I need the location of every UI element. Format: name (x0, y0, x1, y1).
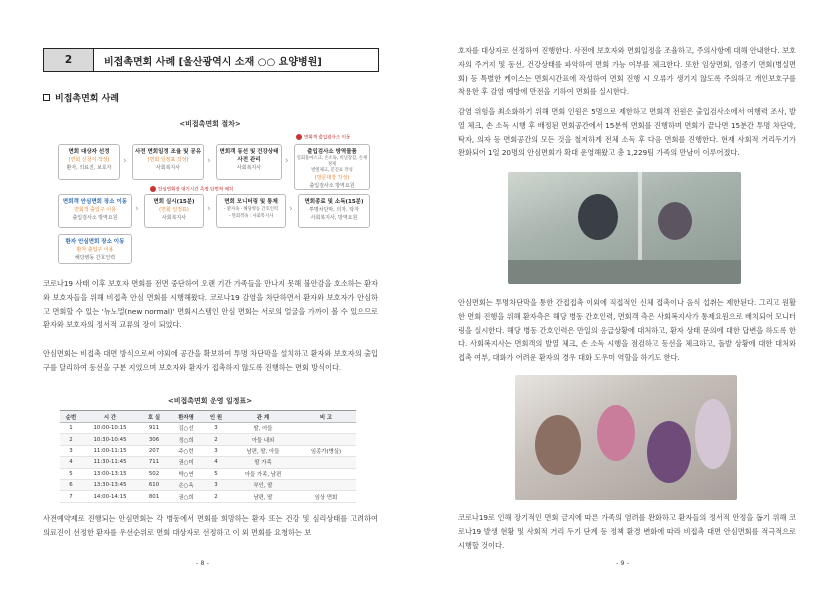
table-cell: 10:30-10:45 (82, 434, 138, 445)
table-cell (296, 479, 356, 490)
table-cell: 4 (202, 457, 230, 468)
flow-box-note: 투명차단막, 의자, 탁자 (309, 207, 359, 213)
table-cell: 911 (138, 423, 170, 434)
flow-box-line: 발열체크, 문진표 작성 (311, 168, 353, 173)
arrow-right-icon: › (285, 156, 289, 166)
photo-figure (597, 405, 635, 461)
flow-box-note: 환자 출입구 이용 (76, 247, 114, 253)
table-cell: 정○희 (170, 434, 202, 445)
section-header (43, 48, 379, 72)
table-row (60, 445, 356, 456)
flow-box-who: 사회복지사 (236, 165, 262, 171)
table-cell: 610 (138, 479, 170, 490)
photo-figure (658, 202, 692, 240)
right-page (418, 0, 835, 591)
section-title: 비접촉면회 사례 [울산광역시 소재 ○○ 요양병원] (104, 56, 322, 68)
table-cell (296, 468, 356, 479)
table-row (60, 468, 356, 479)
table-cell: 2 (202, 491, 230, 502)
flow-box-checkpoint (294, 144, 370, 190)
flow-box-title: 면회 대상자 선정 (68, 149, 110, 155)
paragraph-intro: 코로나19 사태 이후 보호자 면회를 전면 중단하여 오랜 기간 가족들을 만나지 못해 불안감을 호소하는 환자와 보호자들을 위해 비접촉 안심 면회를 시행해왔다. 코로나19 감염을 차단하면서 환자와 보호자가 안심하고 면회할 수 있는 '뉴노멀(new normal)' 면회시스템인 안심 면회는 서로의 얼굴을 가까이 볼 수 있으므로 환자와 보호자의 정서적 교류의 장이 되었다. (43, 279, 378, 330)
table-cell: 5 (60, 468, 82, 479)
flow-box-visitor-move (58, 194, 132, 228)
arrow-right-icon: › (289, 204, 293, 214)
flow-box-note: (면회 신청서 작성) (68, 157, 110, 163)
flow-box-note: (면회 일정표 작성) (147, 157, 189, 163)
paragraph-method: 안심면회는 비접촉 대면 방식으로써 야외에 공간을 확보하여 투명 차단막을 설치하고 환자와 보호자의 출입구를 달리하여 동선을 구분 지었으며 보호자와 환자가 접촉하지 않도록 진행하는 면회 방식이다. (43, 349, 378, 372)
table-cell: 3 (60, 445, 82, 456)
section-number: 2 (44, 49, 94, 71)
table-cell: 801 (138, 491, 170, 502)
table-cell: 5 (202, 468, 230, 479)
arrow-right-icon: › (207, 156, 211, 166)
table-cell: 딸, 아들 (230, 423, 296, 434)
flow-box-note: (방문대장 작성) (314, 175, 350, 181)
page-number: - 9 - (616, 559, 629, 567)
photo-figure (535, 415, 581, 475)
table-caption: <비접촉면회 운영 일정표> (167, 397, 253, 405)
photo-figure (578, 194, 618, 240)
photo-figure (647, 421, 691, 483)
table-cell: 임상 면회 (296, 491, 356, 502)
checkbox-icon (43, 94, 50, 101)
left-page (0, 0, 417, 591)
table-cell: 2 (60, 434, 82, 445)
table-row (60, 479, 356, 490)
table-cell: 권○미 (170, 457, 202, 468)
table-cell: 13:30-13:45 (82, 479, 138, 490)
flow-box-who: 출입검사소 방역요원 (309, 183, 355, 189)
table-cell: 권○희 (170, 491, 202, 502)
flow-box-who: 환자, 의료진, 보호자 (66, 165, 112, 171)
flow-box-title: 면회종료 및 소독(15분) (304, 199, 364, 205)
paragraph-conclusion: 코로나19로 인해 장기적인 면회 금지에 따른 가족의 염려를 완화하고 환자들의 정서적 안정을 돕기 위해 코로나19 발생 현황 및 사회적 거리 두기 단계 등 정책 환경 변화에 따라 비접촉 대면 안심면회를 적극적으로 시행할 것이다. (458, 513, 796, 550)
flow-box-title: 사전 면회일정 조율 및 공유 (134, 149, 202, 155)
table-cell: 주○련 (170, 445, 202, 456)
table-cell: 14:00-14:15 (82, 491, 138, 502)
table-cell: 13:00-13:15 (82, 468, 138, 479)
sub-heading-text: 비접촉면회 사례 (55, 94, 119, 104)
col-header: 순번 (60, 411, 82, 423)
flow-box-title: 면회객 안심면회 장소 이동 (62, 199, 128, 205)
flow-box-select (58, 144, 120, 180)
table-cell: 김○선 (170, 423, 202, 434)
paragraph-reservation: 사전예약제로 진행되는 안심면회는 각 병동에서 면회를 희망하는 환자 또는 건강 및 심리상태를 고려하여 의료진이 선정한 환자를 우선순위로 면회 대상자로 선정하고 이 외 면회를 요청하는 보 (43, 514, 378, 537)
table-cell: 남편, 딸 (230, 491, 296, 502)
photo-ground (508, 260, 741, 284)
col-header: 시 간 (82, 411, 138, 423)
table-cell: 7 (60, 491, 82, 502)
table-cell: 10:00-10:15 (82, 423, 138, 434)
sub-heading (43, 91, 119, 104)
schedule-table (60, 410, 356, 503)
table-cell: 3 (202, 423, 230, 434)
paragraph-infection-control: 감염 위험을 최소화하기 위해 면회 인원은 5명으로 제한하고 면회객 전원은 출입검사소에서 여행력 조사, 발열 체크, 손 소독 시행 후 배정된 면회공간에서 15분씩 면회를 진행하며 면회가 끝나면 15분간 투명 차단막, 탁자, 의자 등 면회공간의 모든 것을 철저하게 전체 소독 후 다음 면회를 진행한다. 현재 사회적 거리두기가 완화되어 1일 20명의 안심면회가 확대 운영해왔고 총 1,229팀 가족의 만남이 이루어졌다. (458, 107, 796, 158)
flow-box-title: 면회객 동선 및 건강상태 사전 관리 (219, 149, 279, 163)
col-header: 인 원 (202, 411, 230, 423)
table-cell: 6 (60, 479, 82, 490)
table-cell: 3 (202, 445, 230, 456)
flow-box-line: - 면회객속 : 사회복지사 (228, 214, 274, 219)
badge-text: 안심면회장 대기시간 측정 단면적 배치 (158, 187, 234, 193)
paragraph-continued: 호자를 대상자로 선정하여 진행한다. 사전에 보호자와 면회일정을 조율하고, 주의사항에 대해 안내한다. 보호자의 주거지 및 동선, 건강상태를 파악하여 면회 가능 여부를 체크한다. 또한 임상면회, 임종기 면회(병실면회) 등 특별한 케이스는 면회시간표에 작성하여 면회 진행 시 오류가 생기지 않도록 주의하고 개인보호구를 착용한 후 감염 예방에 만전을 기하여 면회를 실시한다. (458, 46, 796, 97)
table-cell: 아들 내외 (230, 434, 296, 445)
table-cell: 2 (202, 434, 230, 445)
flow-box-who: 출입검사소 방역요원 (72, 215, 118, 221)
badge-text: 면회객 출입검사소 이동 (304, 135, 351, 141)
flow-box-title: 환자 안심면회 장소 이동 (65, 239, 125, 245)
person-icon (150, 186, 156, 192)
flow-box-patient-move (58, 234, 132, 264)
visit-photo-family (515, 375, 737, 500)
col-header: 환자명 (170, 411, 202, 423)
badge-wait (150, 186, 233, 193)
flow-box-line: 일회용마스크, 손소독, 비닐장갑, 손세정제 (296, 156, 368, 167)
paragraph-monitoring: 안심면회는 투명차단막을 통한 간접접촉 이외에 직접적인 신체 접촉이나 음식 섭취는 제한된다. 그리고 원활한 면회 진행을 위해 환자측은 해당 병동 간호인력, 면회객 측은 사회복지사가 통제요원으로 배치되어 모니터링을 실시한다. 해당 병동 간호인력은 만일의 응급상황에 대처하고, 환자 상태 문의에 대한 답변을 하도록 한다. 사회복지사는 면회객의 발열 체크, 손 소독 시행을 점검하고 동선을 체크하고, 돌발 상황에 대한 대처와 접촉 여부, 대화가 어려운 환자의 경우 대화 도우미 역할을 하기도 한다. (458, 298, 796, 363)
table-cell: 306 (138, 434, 170, 445)
table-cell (296, 423, 356, 434)
table-cell: 박○연 (170, 468, 202, 479)
flow-box-who: 해당병동 간호인력 (74, 255, 116, 261)
table-cell: 3 (202, 479, 230, 490)
table-cell: 딸 가족 (230, 457, 296, 468)
table-row (60, 423, 356, 434)
col-header: 관 계 (230, 411, 296, 423)
table-cell: 1 (60, 423, 82, 434)
col-header: 호 실 (138, 411, 170, 423)
arrow-right-icon: › (123, 156, 127, 166)
flow-box-title: 면회 실시(15분) (153, 199, 195, 205)
arrow-right-icon: › (207, 204, 211, 214)
flow-box-schedule (132, 144, 204, 180)
person-icon (296, 134, 302, 140)
table-header-row (60, 411, 356, 423)
table-cell: 아들 가족, 남편 (230, 468, 296, 479)
table-cell (296, 457, 356, 468)
flow-box-title: 면회 모니터링 및 통제 (224, 199, 278, 205)
arrow-right-icon: › (135, 204, 139, 214)
table-cell (296, 434, 356, 445)
table-row (60, 491, 356, 502)
flow-box-monitor (216, 194, 286, 228)
flow-box-health (216, 144, 282, 180)
table-cell: 임종가(병실) (296, 445, 356, 456)
col-header: 비 고 (296, 411, 356, 423)
table-cell: 손○옥 (170, 479, 202, 490)
flow-box-who: 사회복지사 (161, 215, 187, 221)
flow-diagram (58, 134, 370, 264)
table-cell: 부인, 딸 (230, 479, 296, 490)
table-cell: 남편, 딸, 아들 (230, 445, 296, 456)
table-cell: 11:30-11:45 (82, 457, 138, 468)
flow-box-disinfect (298, 194, 370, 228)
table-row (60, 457, 356, 468)
table-cell: 711 (138, 457, 170, 468)
flow-box-note: (면회 일정표) (159, 207, 189, 213)
flow-box-who: 사회복지사, 방역요원 (310, 215, 358, 221)
table-cell: 11:00-11:15 (82, 445, 138, 456)
table-cell: 502 (138, 468, 170, 479)
photo-figure (695, 399, 731, 469)
flow-box-note: 면회객 출입구 이용 (74, 207, 116, 213)
table-cell: 4 (60, 457, 82, 468)
flow-caption: <비접촉면회 절차> (179, 120, 241, 128)
badge-entry (296, 134, 350, 141)
table-cell: 207 (138, 445, 170, 456)
visit-photo-barrier (508, 172, 741, 284)
flow-box-who: 사회복지사 (155, 165, 181, 171)
flow-box-visit (144, 194, 204, 228)
page-number: - 8 - (196, 559, 209, 567)
flow-box-title: 출입검사소 방역물품 (307, 149, 357, 155)
flow-box-line: - 환자속 · 해당병동 간호인력 (223, 207, 279, 212)
table-row (60, 434, 356, 445)
